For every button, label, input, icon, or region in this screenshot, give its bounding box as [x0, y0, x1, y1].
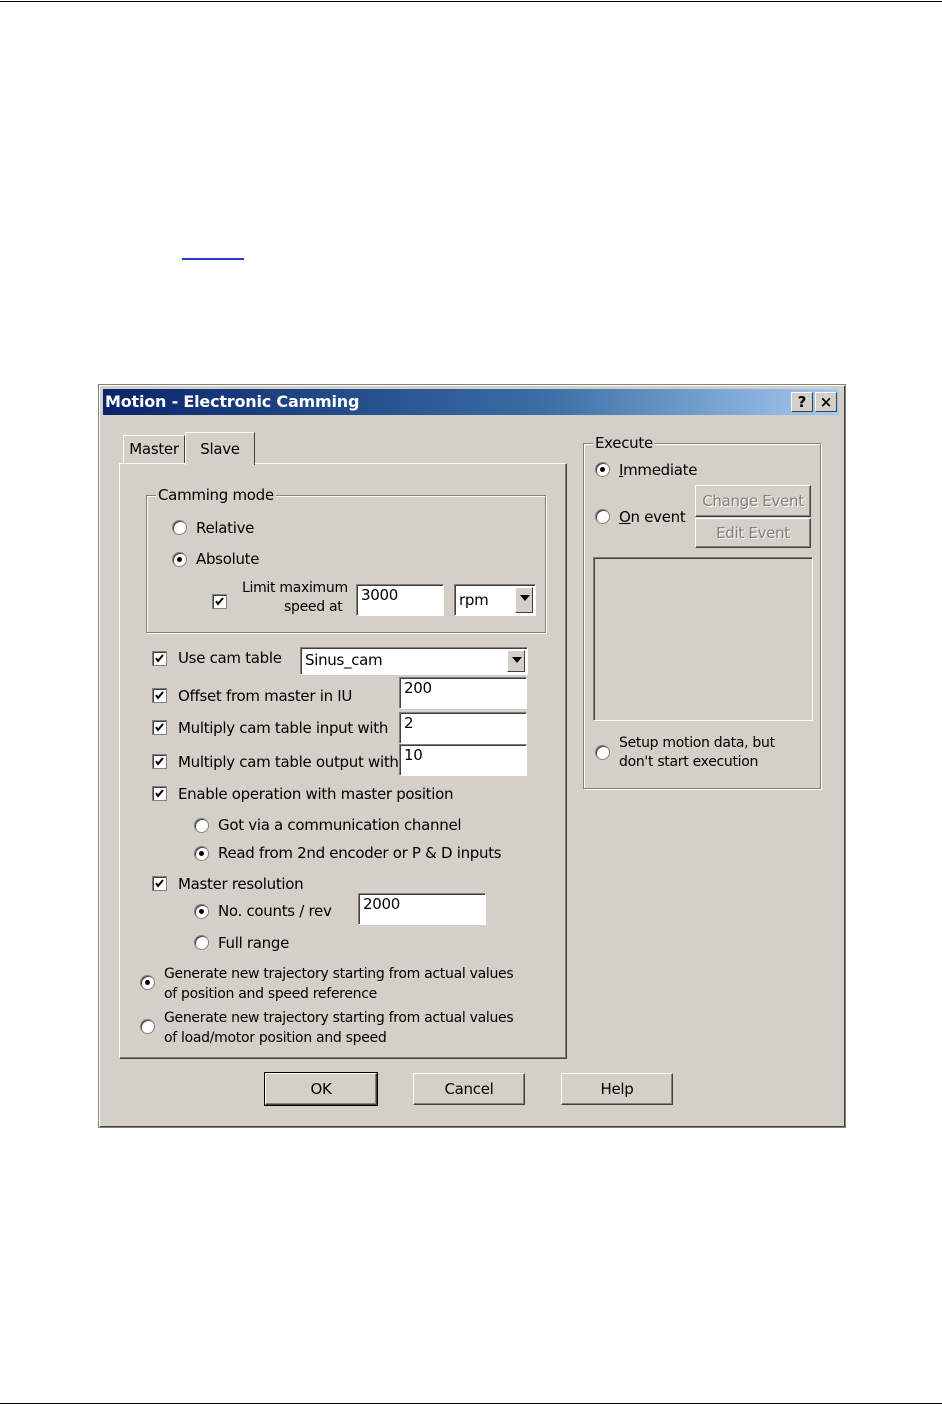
check-icon: [154, 788, 165, 799]
limit-label-line1: Limit maximum: [242, 580, 348, 596]
chevron-down-icon[interactable]: [515, 587, 533, 613]
check-icon: [154, 690, 165, 701]
mult-input-label: Multiply cam table input with: [178, 719, 389, 737]
master-resolution-checkbox[interactable]: [152, 876, 167, 891]
event-list[interactable]: [593, 557, 813, 721]
top-rule: [0, 1, 942, 2]
speed-unit-select[interactable]: [454, 584, 536, 616]
limit-label-line2: speed at: [284, 599, 343, 615]
immediate-accelerator: I: [619, 461, 624, 479]
limit-speed-checkbox[interactable]: [212, 594, 227, 609]
absolute-label: Absolute: [196, 550, 260, 568]
ok-button[interactable]: OK: [265, 1073, 377, 1105]
tab-slave[interactable]: [185, 432, 255, 465]
document-link[interactable]: [182, 258, 244, 260]
change-event-button[interactable]: Change Event: [695, 485, 811, 517]
execute-title: Execute: [595, 434, 653, 452]
immediate-text: mmediate: [623, 461, 698, 479]
check-icon: [154, 878, 165, 889]
mult-output-label: Multiply cam table output with: [178, 753, 399, 771]
enable-master-label: Enable operation with master position: [178, 785, 454, 803]
counts-radio[interactable]: [194, 904, 209, 919]
got-comm-label: Got via a communication channel: [218, 816, 462, 834]
setup-only-radio[interactable]: [595, 745, 610, 760]
gen-load-radio[interactable]: [140, 1019, 155, 1034]
offset-checkbox[interactable]: [152, 688, 167, 703]
tab-master-label: Master: [129, 440, 179, 458]
check-icon: [154, 722, 165, 733]
on-event-text: n event: [630, 508, 686, 526]
relative-label: Relative: [196, 519, 255, 537]
relative-radio[interactable]: [172, 520, 187, 535]
on-event-accelerator: O: [619, 508, 631, 526]
gen-reference-line1: Generate new trajectory starting from actual values: [164, 966, 514, 982]
read-encoder-label: Read from 2nd encoder or P & D inputs: [218, 844, 502, 862]
bottom-rule: [0, 1403, 942, 1404]
tab-slave-label: Slave: [200, 440, 240, 458]
tab-master[interactable]: [123, 435, 185, 463]
got-comm-radio[interactable]: [194, 818, 209, 833]
check-icon: [154, 653, 165, 664]
on-event-radio[interactable]: [595, 509, 610, 524]
setup-line2: don't start execution: [619, 754, 759, 770]
title-bar[interactable]: [103, 389, 839, 415]
gen-reference-line2: of position and speed reference: [164, 986, 377, 1002]
gen-load-line1: Generate new trajectory starting from actual values: [164, 1010, 514, 1026]
offset-label: Offset from master in IU: [178, 687, 353, 705]
use-cam-table-label: Use cam table: [178, 649, 282, 667]
limit-speed-input[interactable]: 3000: [356, 584, 444, 616]
cam-table-value: Sinus_cam: [305, 651, 383, 669]
check-icon: [154, 756, 165, 767]
full-range-radio[interactable]: [194, 935, 209, 950]
chevron-down-icon[interactable]: [507, 650, 525, 672]
camming-mode-title: Camming mode: [158, 486, 274, 504]
dialog-title: Motion - Electronic Camming: [105, 392, 360, 411]
help-button[interactable]: Help: [561, 1073, 673, 1105]
cam-table-select[interactable]: [300, 647, 528, 675]
camming-dialog: [98, 384, 846, 1128]
gen-reference-radio-dot: [145, 980, 150, 985]
edit-event-button[interactable]: Edit Event: [695, 518, 811, 548]
absolute-radio[interactable]: [172, 552, 187, 567]
check-icon: [214, 596, 225, 607]
enable-master-checkbox[interactable]: [152, 786, 167, 801]
slave-tab-panel: [119, 463, 567, 1059]
offset-input[interactable]: 200: [399, 677, 527, 709]
mult-input-input[interactable]: 2: [399, 712, 527, 744]
mult-input-checkbox[interactable]: [152, 720, 167, 735]
close-icon[interactable]: ×: [815, 392, 837, 412]
gen-reference-radio[interactable]: [140, 975, 155, 990]
immediate-radio-dot: [600, 467, 605, 472]
mult-output-input[interactable]: 10: [399, 744, 527, 776]
full-range-label: Full range: [218, 934, 290, 952]
immediate-radio[interactable]: [595, 462, 610, 477]
on-event-label: [619, 508, 685, 526]
counts-radio-dot: [199, 909, 204, 914]
use-cam-table-checkbox[interactable]: [152, 651, 167, 666]
counts-label: No. counts / rev: [218, 902, 332, 920]
gen-load-line2: of load/motor position and speed: [164, 1030, 387, 1046]
absolute-radio-dot: [177, 557, 182, 562]
counts-input[interactable]: 2000: [358, 893, 486, 925]
help-icon[interactable]: ?: [791, 392, 813, 412]
setup-line1: Setup motion data, but: [619, 735, 775, 751]
mult-output-checkbox[interactable]: [152, 754, 167, 769]
immediate-label: [619, 461, 697, 479]
read-encoder-radio[interactable]: [194, 846, 209, 861]
read-encoder-radio-dot: [199, 851, 204, 856]
master-resolution-label: Master resolution: [178, 875, 304, 893]
speed-unit-value: rpm: [459, 591, 489, 609]
cancel-button[interactable]: Cancel: [413, 1073, 525, 1105]
